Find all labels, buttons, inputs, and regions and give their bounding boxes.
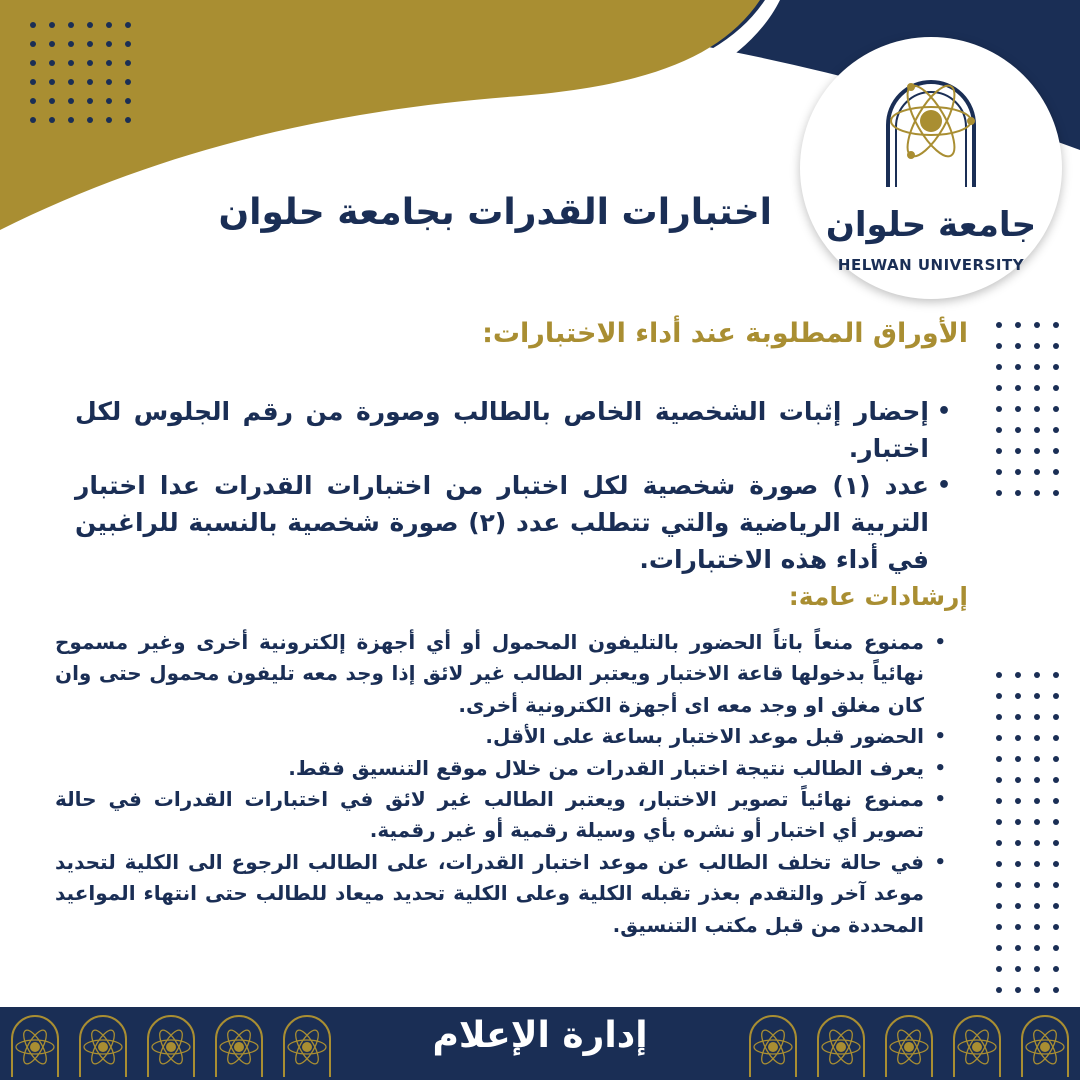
dot bbox=[1015, 924, 1021, 930]
atom-arch-icon bbox=[142, 1013, 200, 1077]
list-item-text: يعرف الطالب نتيجة اختبار القدرات من خلال موقع التنسيق فقط. bbox=[288, 755, 924, 780]
dot bbox=[1015, 343, 1021, 349]
dot bbox=[1053, 945, 1059, 951]
atom-arch-icon bbox=[880, 1013, 938, 1077]
dot bbox=[1015, 756, 1021, 762]
dot bbox=[1053, 756, 1059, 762]
dot bbox=[49, 98, 55, 104]
dot bbox=[1053, 987, 1059, 993]
dot bbox=[1015, 427, 1021, 433]
dot bbox=[1034, 364, 1040, 370]
dot bbox=[1034, 924, 1040, 930]
dot bbox=[1053, 882, 1059, 888]
dot bbox=[106, 41, 112, 47]
dot bbox=[996, 966, 1002, 972]
dot bbox=[1034, 987, 1040, 993]
dot bbox=[49, 41, 55, 47]
dot bbox=[996, 819, 1002, 825]
footer-label: إدارة الإعلام bbox=[432, 1015, 648, 1056]
dot bbox=[1015, 819, 1021, 825]
dot bbox=[1015, 322, 1021, 328]
dot bbox=[996, 322, 1002, 328]
dot bbox=[1053, 469, 1059, 475]
dot bbox=[125, 22, 131, 28]
dot bbox=[1034, 966, 1040, 972]
dot bbox=[125, 60, 131, 66]
dot bbox=[1053, 861, 1059, 867]
dot bbox=[1053, 714, 1059, 720]
dot bbox=[1053, 448, 1059, 454]
dot bbox=[106, 117, 112, 123]
dot bbox=[996, 735, 1002, 741]
dot bbox=[1015, 406, 1021, 412]
bullet-icon: • bbox=[936, 399, 951, 424]
dot bbox=[87, 98, 93, 104]
dot bbox=[49, 117, 55, 123]
dot bbox=[996, 427, 1002, 433]
dot bbox=[1053, 840, 1059, 846]
dot bbox=[1015, 945, 1021, 951]
dot bbox=[1053, 385, 1059, 391]
dot bbox=[996, 490, 1002, 496]
dot bbox=[996, 693, 1002, 699]
dot bbox=[1034, 343, 1040, 349]
documents-heading: الأوراق المطلوبة عند أداء الاختبارات: bbox=[482, 318, 968, 349]
dot bbox=[1034, 714, 1040, 720]
dot bbox=[1015, 735, 1021, 741]
dot bbox=[1034, 693, 1040, 699]
dot bbox=[1053, 693, 1059, 699]
dot bbox=[1034, 427, 1040, 433]
dot bbox=[1034, 882, 1040, 888]
atom-arch-icon bbox=[948, 1013, 1006, 1077]
dot bbox=[30, 79, 36, 85]
dot bbox=[1015, 385, 1021, 391]
dot bbox=[996, 945, 1002, 951]
dot bbox=[1015, 903, 1021, 909]
dot bbox=[1053, 672, 1059, 678]
dot bbox=[1034, 840, 1040, 846]
dot bbox=[1034, 798, 1040, 804]
dot bbox=[996, 903, 1002, 909]
dot bbox=[106, 60, 112, 66]
atom-arch-icon bbox=[210, 1013, 268, 1077]
dot bbox=[1034, 322, 1040, 328]
dot bbox=[1015, 469, 1021, 475]
dot bbox=[1053, 735, 1059, 741]
dot bbox=[996, 714, 1002, 720]
dot bbox=[1034, 672, 1040, 678]
dot bbox=[1053, 322, 1059, 328]
list-item bbox=[55, 753, 950, 784]
dot bbox=[996, 924, 1002, 930]
footer-bar bbox=[0, 1007, 1080, 1080]
dot bbox=[996, 343, 1002, 349]
guidelines-heading: إرشادات عامة: bbox=[788, 582, 968, 611]
dot bbox=[87, 60, 93, 66]
dot bbox=[106, 98, 112, 104]
dot bbox=[1053, 427, 1059, 433]
dot bbox=[106, 22, 112, 28]
dot bbox=[1034, 735, 1040, 741]
dot bbox=[1053, 406, 1059, 412]
dot bbox=[996, 840, 1002, 846]
atom-arch-icon bbox=[744, 1013, 802, 1077]
dot bbox=[996, 777, 1002, 783]
guidelines-list bbox=[55, 627, 950, 941]
list-item-text: عدد (١) صورة شخصية لكل اختبار من اختبارات القدرات عدا اختبار التربية الرياضية والتي تتطلب عدد (٢) صورة شخصية بالنسبة للراغبين في أداء هذه الاختبارات. bbox=[75, 471, 929, 574]
list-item-text: في حالة تخلف الطالب عن موعد اختبار القدرات، على الطالب الرجوع الى الكلية لتحديد موعد آخر والتقدم بعذر تقبله الكلية وعلى الكلية تحديد ميعاد للطالب حتى انتهاء المواعيد المحددة من قبل مكتب التنسيق. bbox=[55, 849, 924, 937]
dot bbox=[30, 98, 36, 104]
dot bbox=[1034, 469, 1040, 475]
dot bbox=[1034, 819, 1040, 825]
dot bbox=[996, 406, 1002, 412]
dot bbox=[125, 117, 131, 123]
dot bbox=[1015, 364, 1021, 370]
dot bbox=[1015, 840, 1021, 846]
dot bbox=[996, 364, 1002, 370]
dot bbox=[1053, 490, 1059, 496]
dot bbox=[996, 385, 1002, 391]
dot bbox=[1015, 448, 1021, 454]
dot-pattern-right-upper bbox=[996, 322, 1059, 496]
atom-arch-icon bbox=[1016, 1013, 1074, 1077]
dot bbox=[996, 882, 1002, 888]
dot bbox=[1015, 777, 1021, 783]
logo-english-name: HELWAN UNIVERSITY bbox=[837, 256, 1025, 274]
dot bbox=[125, 98, 131, 104]
dot bbox=[1053, 924, 1059, 930]
dot bbox=[1053, 343, 1059, 349]
dot bbox=[996, 672, 1002, 678]
dot bbox=[1034, 490, 1040, 496]
dot bbox=[1015, 490, 1021, 496]
dot bbox=[996, 756, 1002, 762]
bullet-icon: • bbox=[934, 632, 946, 653]
bullet-icon: • bbox=[934, 757, 946, 779]
dot bbox=[30, 117, 36, 123]
dot bbox=[996, 798, 1002, 804]
bullet-icon: • bbox=[934, 726, 946, 748]
dot bbox=[1053, 819, 1059, 825]
list-item-text: ممنوع منعاً باتاً الحضور بالتليفون المحمول أو أي أجهزة إلكترونية أخرى وغير مسموح نهائياً بدخولها قاعة الاختبار ويعتبر الطالب غير لائق إذا وجد معه تليفون محمول حتى وان كان مغلق او وجد معه اى أجهزة الكترونية أخرى. bbox=[55, 630, 924, 717]
list-item bbox=[75, 467, 955, 578]
dot-pattern-top-left bbox=[30, 22, 131, 123]
dot bbox=[49, 22, 55, 28]
page-title: اختبارات القدرات بجامعة حلوان bbox=[218, 192, 772, 233]
dot bbox=[68, 41, 74, 47]
dot bbox=[1053, 903, 1059, 909]
dot bbox=[68, 98, 74, 104]
bullet-icon: • bbox=[934, 851, 946, 873]
bullet-icon: • bbox=[934, 789, 946, 811]
list-item bbox=[55, 784, 950, 847]
dot bbox=[1034, 756, 1040, 762]
dot bbox=[1015, 882, 1021, 888]
bullet-icon: • bbox=[936, 473, 951, 498]
dot bbox=[87, 41, 93, 47]
list-item-text: ممنوع نهائياً تصوير الاختبار، ويعتبر الطالب غير لائق في اختبارات القدرات في حالة تصوير أي اختبار أو نشره بأي وسيلة رقمية أو غير رقمية. bbox=[55, 787, 924, 843]
list-item-text: إحضار إثبات الشخصية الخاص بالطالب وصورة من رقم الجلوس لكل اختبار. bbox=[75, 397, 929, 463]
dot bbox=[1015, 672, 1021, 678]
dot bbox=[1015, 798, 1021, 804]
documents-list bbox=[75, 393, 955, 578]
dot bbox=[1034, 861, 1040, 867]
dot bbox=[996, 448, 1002, 454]
dot bbox=[87, 79, 93, 85]
logo-arabic-name: جامعة حلوان bbox=[825, 205, 1037, 245]
dot bbox=[30, 41, 36, 47]
dot bbox=[1034, 448, 1040, 454]
dot bbox=[1053, 777, 1059, 783]
dot bbox=[68, 60, 74, 66]
university-logo bbox=[800, 37, 1062, 299]
dot bbox=[106, 79, 112, 85]
atom-arch-icon bbox=[74, 1013, 132, 1077]
dot bbox=[1034, 777, 1040, 783]
dot bbox=[1053, 798, 1059, 804]
dot bbox=[1015, 693, 1021, 699]
dot bbox=[30, 22, 36, 28]
dot bbox=[1034, 406, 1040, 412]
dot bbox=[1034, 903, 1040, 909]
list-item bbox=[55, 721, 950, 752]
dot bbox=[1053, 364, 1059, 370]
dot bbox=[996, 987, 1002, 993]
dot bbox=[87, 117, 93, 123]
atom-arch-icon bbox=[278, 1013, 336, 1077]
list-item bbox=[55, 627, 950, 721]
list-item bbox=[55, 847, 950, 941]
list-item bbox=[75, 393, 955, 467]
list-item-text: الحضور قبل موعد الاختبار بساعة على الأقل. bbox=[485, 724, 924, 749]
dot bbox=[1015, 966, 1021, 972]
dot bbox=[68, 79, 74, 85]
dot bbox=[87, 22, 93, 28]
dot bbox=[49, 79, 55, 85]
dot bbox=[996, 469, 1002, 475]
dot bbox=[125, 41, 131, 47]
atom-arch-icon bbox=[812, 1013, 870, 1077]
dot bbox=[1053, 966, 1059, 972]
dot bbox=[1015, 714, 1021, 720]
dot bbox=[125, 79, 131, 85]
dot bbox=[1034, 945, 1040, 951]
dot bbox=[30, 60, 36, 66]
dot bbox=[996, 861, 1002, 867]
dot bbox=[1015, 861, 1021, 867]
dot bbox=[1015, 987, 1021, 993]
dot bbox=[49, 60, 55, 66]
dot bbox=[68, 117, 74, 123]
dot bbox=[1034, 385, 1040, 391]
atom-arch-icon bbox=[6, 1013, 64, 1077]
dot-pattern-right-lower bbox=[996, 672, 1059, 993]
dot bbox=[68, 22, 74, 28]
